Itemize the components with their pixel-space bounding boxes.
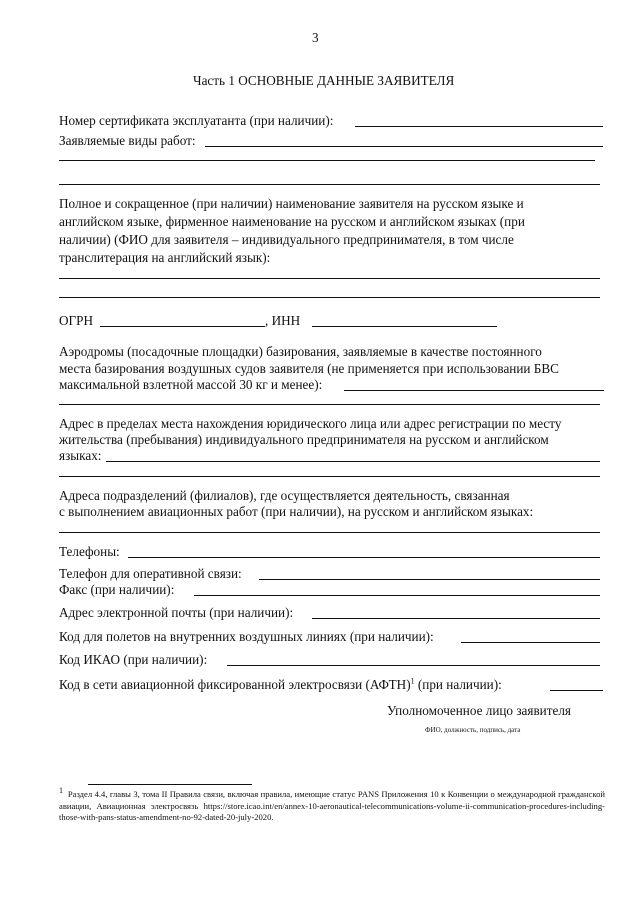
footnote-separator [88,784,252,785]
icao-label: Код ИКАО (при наличии): [59,652,208,667]
inn-field[interactable] [312,313,497,327]
branches-para-line-1: Адреса подразделений (филиалов), где осуществляется деятельность, связанная [59,488,510,503]
name-line-1[interactable] [59,278,600,279]
footnote-text: Раздел 4.4, главы 3, тома II Правила связи, включая правила, имеющие статус PANS Приложения 10 к Конвенции о международной гражданской авиации, Авиационная электросвязь https://store.icao.int/en/annex-10-aeronautical-telecommunications-volume-ii-communication-procedures-including-those-with-pans-status-amendment-no-92-dated-20-july-2020. [59,789,605,822]
works-line-3[interactable] [59,184,600,185]
aftn-label [59,677,502,693]
address-field[interactable] [106,448,600,462]
footnote-mark: 1 [59,786,63,796]
aftn-label-suffix: (при наличии): [414,677,502,692]
cert-number-field[interactable] [355,113,603,127]
name-para-line-3: наличии) (ФИО для заявителя – индивидуального предпринимателя, в том числе [59,232,514,247]
address-para-line-2: жительства (пребывания) индивидуального предпринимателя на русском и английском [59,432,549,447]
domestic-code-label: Код для полетов на внутренних воздушных линиях (при наличии): [59,629,434,644]
operative-phone-field[interactable] [259,566,600,580]
aftn-field[interactable] [550,677,603,691]
fax-label: Факс (при наличии): [59,582,175,597]
operative-phone-label: Телефон для оперативной связи: [59,566,242,581]
name-para-line-4: транслитерация на английский язык): [59,250,271,265]
aftn-footnote-mark: 1 [410,676,415,686]
ogrn-field[interactable] [100,313,265,327]
aftn-label-text: Код в сети авиационной фиксированной электросвязи (АФТН) [59,677,411,692]
branches-para-line-2: с выполнением авиационных работ (при наличии), на русском и английском языках: [59,504,534,519]
signatory-caption: ФИО, должность, подпись, дата [425,726,521,734]
works-label: Заявляемые виды работ: [59,133,196,148]
aerodrome-para-line-2: места базирования воздушных судов заявителя (не применяется при использовании БВС [59,361,559,376]
phones-label: Телефоны: [59,544,120,559]
icao-field[interactable] [227,652,600,666]
inn-label: , ИНН [265,313,301,328]
domestic-code-field[interactable] [461,629,600,643]
works-line-2[interactable] [59,160,595,161]
name-para-line-2: английском языке, фирменное наименование на русском и английском языках (при [59,214,525,229]
aerodrome-para-line-1: Аэродромы (посадочные площадки) базирования, заявляемые в качестве постоянного [59,344,542,359]
footnote [59,786,605,824]
address-para-line-1: Адрес в пределах места нахождения юридического лица или адрес регистрации по месту [59,416,562,431]
address-para-line-3: языках: [59,448,102,463]
name-para-line-1: Полное и сокращенное (при наличии) наименование заявителя на русском языке и [59,196,524,211]
aerodrome-field[interactable] [344,377,604,391]
phones-field[interactable] [128,544,600,558]
cert-label: Номер сертификата эксплуатанта (при наличии): [59,113,334,128]
page-number: 3 [312,30,319,45]
branches-line-1[interactable] [59,532,600,533]
email-field[interactable] [312,605,600,619]
address-line-2[interactable] [59,476,600,477]
signatory-label: Уполномоченное лицо заявителя [387,703,571,718]
fax-field[interactable] [194,582,600,596]
name-line-2[interactable] [59,297,600,298]
aerodrome-para-line-3: максимальной взлетной массой 30 кг и менее): [59,377,323,392]
ogrn-label: ОГРН [59,313,94,328]
email-label: Адрес электронной почты (при наличии): [59,605,294,620]
section-title: Часть 1 ОСНОВНЫЕ ДАННЫЕ ЗАЯВИТЕЛЯ [193,73,455,88]
aerodrome-line-2[interactable] [59,404,600,405]
works-field[interactable] [205,133,603,147]
